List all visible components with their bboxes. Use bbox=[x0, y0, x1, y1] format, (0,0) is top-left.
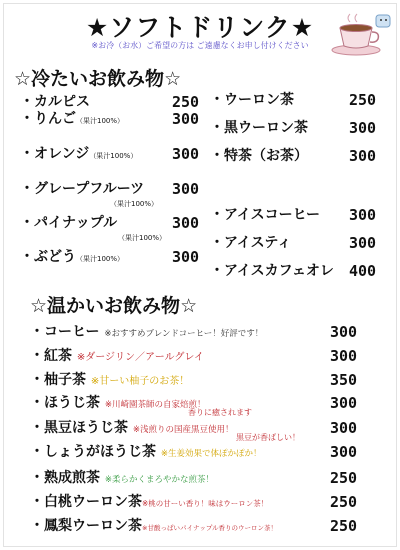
list-item: ・カルピス bbox=[20, 94, 90, 110]
hot-heading-text: 温かいお飲み物 bbox=[47, 295, 181, 317]
list-item: ・グレープフルーツ bbox=[20, 181, 145, 197]
list-item: ・黒ウーロン茶 bbox=[210, 120, 308, 136]
drink-name: パイナップル bbox=[34, 215, 118, 231]
drink-price: 300 bbox=[349, 206, 377, 224]
drink-price: 300 bbox=[349, 147, 377, 165]
drink-name: 黒ウーロン茶 bbox=[224, 120, 308, 136]
drink-name: カルピス bbox=[34, 94, 90, 110]
drink-name: ウーロン茶 bbox=[224, 92, 294, 108]
list-item: ・しょうがほうじ茶 ※生姜効果で体ぽかぽか！ bbox=[30, 444, 262, 460]
list-item: ・アイスカフェオレ bbox=[210, 263, 334, 279]
drink-price: 300 bbox=[172, 180, 200, 198]
star-icon: ★ bbox=[290, 13, 315, 42]
cold-drinks-heading bbox=[14, 64, 181, 91]
list-item: ・特茶（お茶） bbox=[210, 148, 308, 164]
drink-price: 250 bbox=[172, 93, 200, 111]
star-icon: ★ bbox=[85, 13, 110, 42]
drink-price: 250 bbox=[330, 517, 358, 535]
list-item: ・鳳梨ウーロン茶※甘酸っぱいパイナップル香りのウーロン茶！ bbox=[30, 518, 278, 534]
list-item: ・アイスコーヒー bbox=[210, 207, 321, 223]
title-text: ソフトドリンク bbox=[109, 13, 291, 42]
drink-note: ※生姜効果で体ぽかぽか！ bbox=[160, 449, 262, 459]
list-item: ・白桃ウーロン茶※桃の甘ーい香り！味はウーロン茶！ bbox=[30, 494, 269, 510]
drink-note: （果汁100%） bbox=[76, 117, 125, 125]
drink-price: 300 bbox=[330, 443, 358, 461]
drink-note: ※甘ーい柚子のお茶！ bbox=[90, 376, 190, 387]
drink-name: オレンジ bbox=[34, 146, 90, 162]
list-item: ・熟成煎茶 ※柔らかくまろやかな煎茶！ bbox=[30, 470, 214, 486]
water-notice: ※お冷（お水）ご希望の方は ご遠慮なくお申し付けください bbox=[91, 41, 309, 50]
drink-note: ※浅煎りの国産黒豆使用！ bbox=[132, 425, 234, 435]
drink-note: （果汁100%） bbox=[76, 255, 125, 263]
drink-name: アイスコーヒー bbox=[224, 207, 321, 223]
drink-price: 300 bbox=[330, 419, 358, 437]
drink-note: （果汁100%） bbox=[110, 200, 159, 208]
drink-name: ぶどう bbox=[34, 249, 76, 265]
drink-name: アイスカフェオレ bbox=[224, 263, 334, 279]
drink-price: 300 bbox=[330, 323, 358, 341]
list-item: ・ほうじ茶 ※川崎園茶師の自家焙煎！ bbox=[30, 395, 206, 411]
drink-name: 白桃ウーロン茶 bbox=[44, 494, 142, 510]
list-item: ・りんご（果汁100%） bbox=[20, 111, 125, 127]
coffee-cup-icon bbox=[326, 10, 396, 56]
cold-heading-text: 冷たいお飲み物 bbox=[31, 68, 165, 90]
list-item: ・紅茶 ※ダージリン／アールグレイ bbox=[30, 348, 204, 364]
drink-price: 300 bbox=[349, 119, 377, 137]
drink-price: 350 bbox=[330, 371, 358, 389]
list-item: ・コーヒー ※おすすめブレンドコーヒー！好評です！ bbox=[30, 324, 264, 340]
drink-price: 300 bbox=[349, 234, 377, 252]
drink-name: アイスティ bbox=[224, 235, 292, 251]
drink-name: 黒豆ほうじ茶 bbox=[44, 420, 128, 436]
drink-note: ※桃の甘ーい香り！味はウーロン茶！ bbox=[142, 499, 269, 508]
drink-price: 400 bbox=[349, 262, 377, 280]
drink-note: （果汁100%） bbox=[89, 152, 138, 160]
drink-name: 柚子茶 bbox=[44, 372, 86, 388]
drink-price: 250 bbox=[349, 91, 377, 109]
drink-price: 300 bbox=[172, 248, 200, 266]
list-item: ・黒豆ほうじ茶 ※浅煎りの国産黒豆使用！ bbox=[30, 420, 234, 436]
drink-note: ※柔らかくまろやかな煎茶！ bbox=[104, 475, 214, 485]
drink-name: ほうじ茶 bbox=[44, 395, 100, 411]
hot-drinks-heading bbox=[30, 291, 197, 318]
list-item: ・ぶどう（果汁100%） bbox=[20, 249, 125, 265]
star-outline-icon: ☆ bbox=[30, 295, 48, 317]
drink-note: 香りに癒されます bbox=[188, 408, 252, 417]
star-outline-icon: ☆ bbox=[180, 295, 198, 317]
drink-note: 黒豆が香ばしい！ bbox=[236, 433, 300, 442]
list-item: ・ウーロン茶 bbox=[210, 92, 294, 108]
drink-price: 300 bbox=[172, 110, 200, 128]
drink-note: （果汁100%） bbox=[118, 234, 167, 242]
drink-name: 紅茶 bbox=[44, 348, 72, 364]
drink-name: しょうがほうじ茶 bbox=[44, 444, 156, 460]
drink-note: ※ダージリン／アールグレイ bbox=[76, 352, 204, 363]
drink-name: りんご bbox=[34, 111, 76, 127]
star-outline-icon: ☆ bbox=[164, 68, 182, 90]
drink-name: 特茶（お茶） bbox=[224, 148, 308, 164]
drink-price: 250 bbox=[330, 469, 358, 487]
drink-note: ※川崎園茶師の自家焙煎！ bbox=[104, 400, 206, 410]
drink-price: 300 bbox=[330, 347, 358, 365]
drink-name: グレープフルーツ bbox=[34, 181, 145, 197]
list-item: ・パイナップル bbox=[20, 215, 118, 231]
list-item: ・柚子茶 ※甘ーい柚子のお茶！ bbox=[30, 372, 190, 388]
drink-name: コーヒー bbox=[44, 324, 100, 340]
drink-name: 鳳梨ウーロン茶 bbox=[44, 518, 142, 534]
list-item: ・オレンジ（果汁100%） bbox=[20, 146, 138, 162]
list-item: ・アイスティ bbox=[210, 235, 292, 251]
star-outline-icon: ☆ bbox=[14, 68, 32, 90]
drink-name: 熟成煎茶 bbox=[44, 470, 100, 486]
drink-note: ※おすすめブレンドコーヒー！好評です！ bbox=[104, 329, 264, 339]
drink-note: ※甘酸っぱいパイナップル香りのウーロン茶！ bbox=[142, 524, 278, 532]
drink-price: 300 bbox=[172, 214, 200, 232]
drink-price: 300 bbox=[172, 145, 200, 163]
drink-price: 300 bbox=[330, 394, 358, 412]
drink-price: 250 bbox=[330, 493, 358, 511]
